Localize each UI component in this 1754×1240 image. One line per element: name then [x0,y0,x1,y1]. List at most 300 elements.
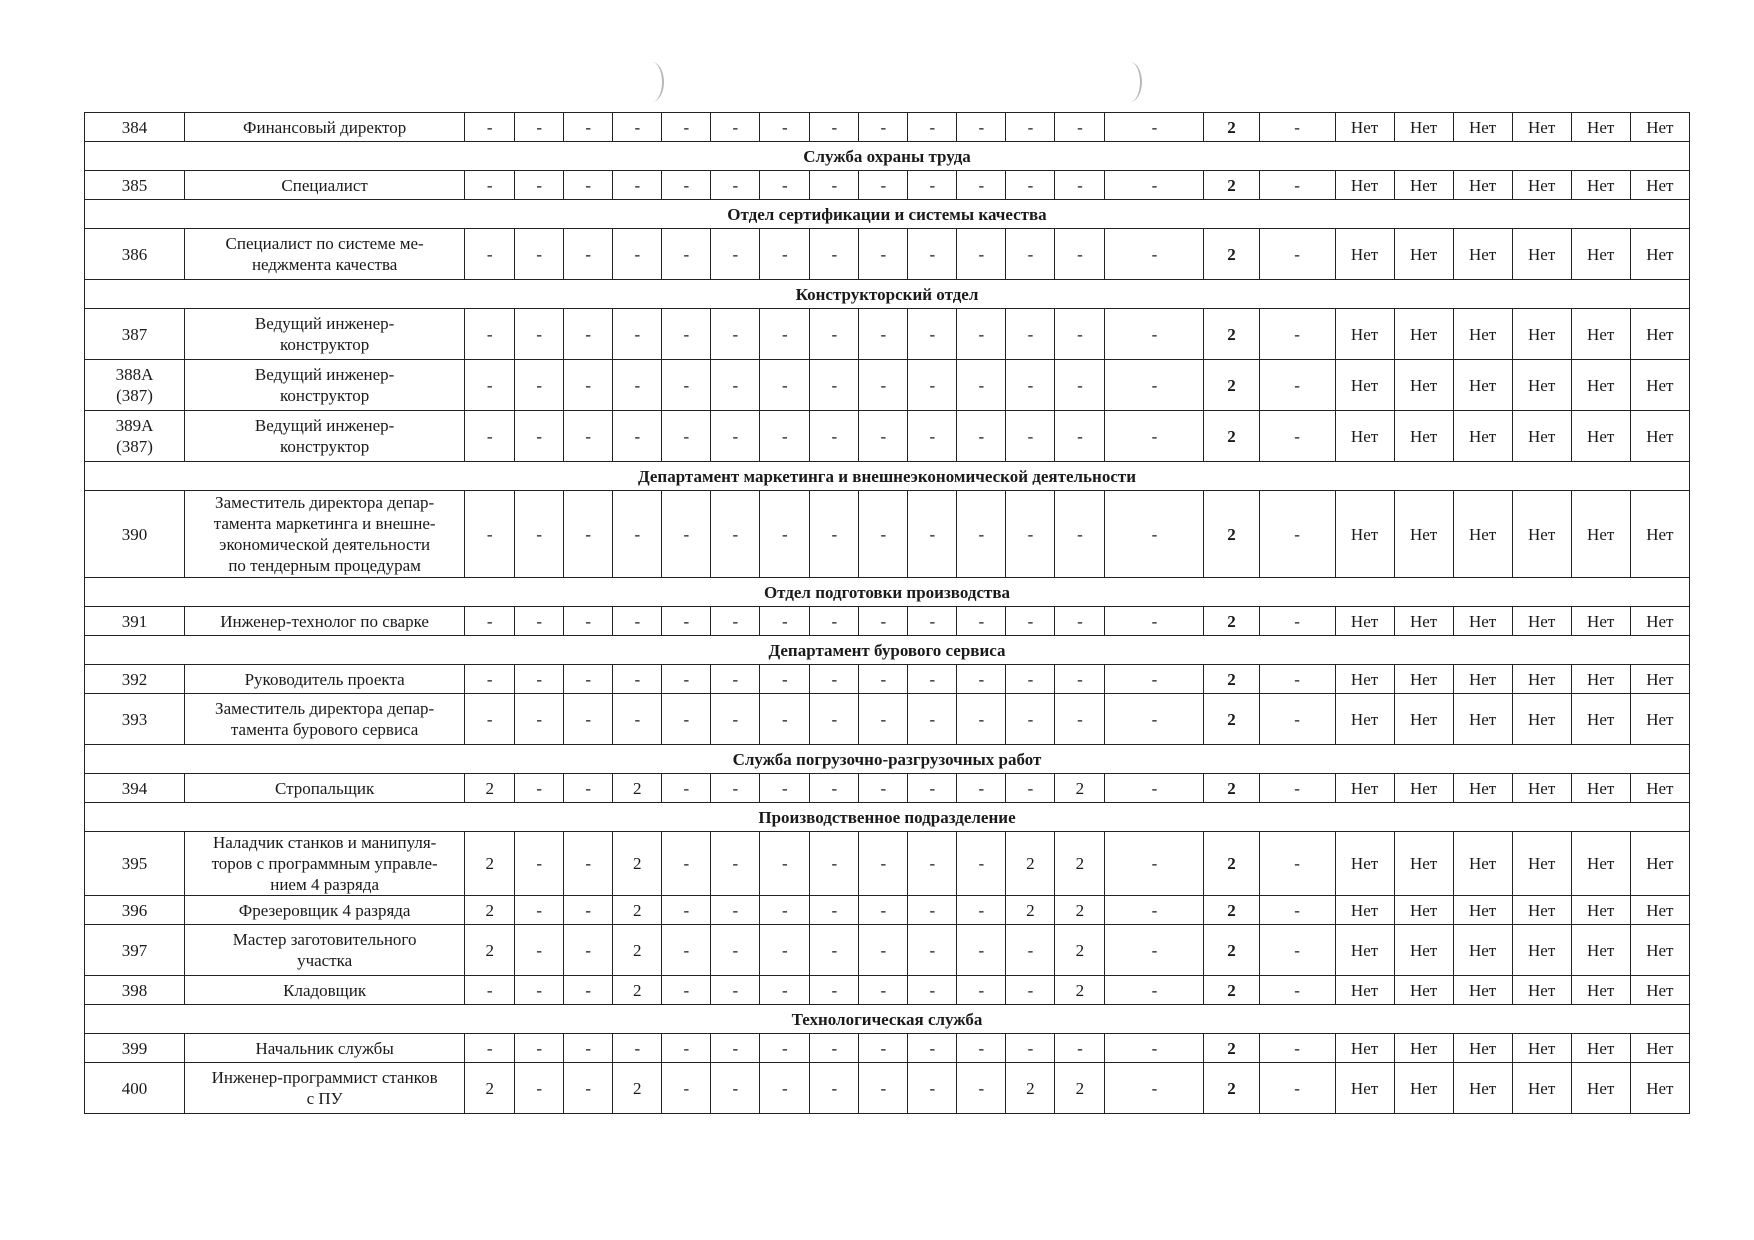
answer-cell: Нет [1571,896,1630,925]
class-cell: - [957,1063,1006,1114]
class-cell: - [1259,229,1335,280]
class-cell: - [760,229,810,280]
class-cell: - [859,113,908,142]
class-cell: - [1105,1034,1204,1063]
table-row [85,411,1690,462]
class-cell: - [564,229,613,280]
row-number: 385 [85,171,185,200]
answer-cell: Нет [1630,309,1689,360]
class-cell: - [1006,309,1055,360]
table-row [85,925,1690,976]
position-name: Заместитель директора депар- тамента маркетинга и внешне- экономической деятельности по тендерным процедурам [185,491,465,578]
class-cell: - [662,229,711,280]
class-cell: - [859,774,908,803]
class-cell: - [1006,925,1055,976]
class-cell: - [711,491,760,578]
class-cell: - [760,976,810,1005]
answer-cell: Нет [1335,832,1394,896]
class-cell: - [760,607,810,636]
position-name: Ведущий инженер- конструктор [185,411,465,462]
class-cell: - [515,665,564,694]
section-header-row [85,745,1690,774]
table-body [85,113,1690,1114]
class-cell: - [711,832,760,896]
section-title: Департамент бурового сервиса [85,636,1690,665]
class-cell: - [760,309,810,360]
class-cell: - [810,607,859,636]
answer-cell: Нет [1571,925,1630,976]
answer-cell: Нет [1630,976,1689,1005]
class-cell: 2 [465,896,515,925]
answer-cell: Нет [1630,694,1689,745]
answer-cell: Нет [1571,113,1630,142]
position-name: Мастер заготовительного участка [185,925,465,976]
class-cell: - [613,665,662,694]
class-cell: 2 [1055,774,1105,803]
table-row [85,1034,1690,1063]
table-row [85,832,1690,896]
class-cell: - [859,896,908,925]
class-cell: - [957,1034,1006,1063]
class-cell: - [564,976,613,1005]
class-cell: - [711,1063,760,1114]
answer-cell: Нет [1394,896,1453,925]
class-cell: - [1259,171,1335,200]
class-cell: - [564,896,613,925]
class-cell: - [1006,1034,1055,1063]
class-cell: - [810,113,859,142]
class-cell: 2 [1204,925,1259,976]
class-cell: - [564,925,613,976]
class-cell: - [1259,411,1335,462]
class-cell: - [1259,491,1335,578]
class-cell: - [711,694,760,745]
class-cell: - [662,694,711,745]
answer-cell: Нет [1394,925,1453,976]
position-name: Ведущий инженер- конструктор [185,309,465,360]
answer-cell: Нет [1630,1063,1689,1114]
class-cell: - [662,171,711,200]
answer-cell: Нет [1512,360,1571,411]
table-row [85,896,1690,925]
class-cell: - [662,925,711,976]
class-cell: - [908,1034,957,1063]
answer-cell: Нет [1630,832,1689,896]
class-cell: - [908,896,957,925]
answer-cell: Нет [1571,309,1630,360]
class-cell: - [957,774,1006,803]
answer-cell: Нет [1453,171,1512,200]
row-number: 394 [85,774,185,803]
class-cell: - [859,694,908,745]
class-cell: - [1259,925,1335,976]
class-cell: - [711,896,760,925]
answer-cell: Нет [1630,774,1689,803]
class-cell: - [908,171,957,200]
answer-cell: Нет [1335,774,1394,803]
class-cell: - [1006,411,1055,462]
class-cell: - [859,360,908,411]
position-name: Инженер-программист станков с ПУ [185,1063,465,1114]
class-cell: - [908,774,957,803]
answer-cell: Нет [1335,976,1394,1005]
class-cell: - [515,1034,564,1063]
class-cell: - [908,229,957,280]
class-cell: - [465,411,515,462]
position-name: Специалист [185,171,465,200]
class-cell: - [465,309,515,360]
class-cell: - [760,113,810,142]
answer-cell: Нет [1394,171,1453,200]
class-cell: - [957,694,1006,745]
class-cell: - [662,113,711,142]
class-cell: - [1259,832,1335,896]
class-cell: - [1105,171,1204,200]
class-cell: - [1259,1063,1335,1114]
class-cell: - [1055,1034,1105,1063]
class-cell: - [760,1063,810,1114]
class-cell: - [957,896,1006,925]
class-cell: - [662,360,711,411]
answer-cell: Нет [1512,411,1571,462]
class-cell: - [613,1034,662,1063]
answer-cell: Нет [1512,113,1571,142]
position-name: Стропальщик [185,774,465,803]
answer-cell: Нет [1394,1034,1453,1063]
class-cell: - [957,113,1006,142]
class-cell: - [1055,411,1105,462]
class-cell: - [1055,309,1105,360]
answer-cell: Нет [1630,171,1689,200]
class-cell: - [760,832,810,896]
class-cell: - [1105,896,1204,925]
class-cell: - [859,976,908,1005]
answer-cell: Нет [1453,309,1512,360]
class-cell: 2 [1204,665,1259,694]
answer-cell: Нет [1453,411,1512,462]
class-cell: - [760,1034,810,1063]
answer-cell: Нет [1335,665,1394,694]
class-cell: - [859,229,908,280]
answer-cell: Нет [1335,360,1394,411]
row-number: 393 [85,694,185,745]
class-cell: 2 [465,774,515,803]
class-cell: - [1006,976,1055,1005]
table-row [85,774,1690,803]
answer-cell: Нет [1453,774,1512,803]
class-cell: - [1055,694,1105,745]
class-cell: - [564,309,613,360]
class-cell: - [859,665,908,694]
table-row [85,976,1690,1005]
row-number: 399 [85,1034,185,1063]
table-row [85,694,1690,745]
table-row [85,1063,1690,1114]
class-cell: - [1105,665,1204,694]
position-name: Специалист по системе ме- неджмента качества [185,229,465,280]
class-cell: - [957,607,1006,636]
answer-cell: Нет [1512,925,1571,976]
answer-cell: Нет [1571,360,1630,411]
class-cell: - [1006,491,1055,578]
answer-cell: Нет [1453,607,1512,636]
class-cell: - [515,229,564,280]
class-cell: - [760,774,810,803]
class-cell: - [957,309,1006,360]
class-cell: - [957,171,1006,200]
class-cell: 2 [1204,411,1259,462]
workplace-assessment-table [84,112,1690,1114]
class-cell: - [613,113,662,142]
class-cell: - [908,607,957,636]
class-cell: - [711,360,760,411]
class-cell: 2 [1204,607,1259,636]
class-cell: - [810,411,859,462]
answer-cell: Нет [1630,1034,1689,1063]
class-cell: - [760,360,810,411]
answer-cell: Нет [1571,665,1630,694]
class-cell: - [613,694,662,745]
row-number: 391 [85,607,185,636]
class-cell: - [908,360,957,411]
class-cell: 2 [1204,309,1259,360]
row-number: 389А (387) [85,411,185,462]
class-cell: - [662,665,711,694]
section-title: Служба погрузочно-разгрузочных работ [85,745,1690,774]
section-header-row [85,142,1690,171]
class-cell: - [515,309,564,360]
class-cell: - [859,832,908,896]
class-cell: - [564,665,613,694]
class-cell: 2 [1204,976,1259,1005]
answer-cell: Нет [1335,309,1394,360]
class-cell: 2 [1055,976,1105,1005]
answer-cell: Нет [1394,113,1453,142]
class-cell: - [810,665,859,694]
answer-cell: Нет [1394,411,1453,462]
class-cell: - [1006,229,1055,280]
class-cell: - [810,774,859,803]
class-cell: - [1006,694,1055,745]
position-name: Инженер-технолог по сварке [185,607,465,636]
class-cell: - [1006,607,1055,636]
answer-cell: Нет [1453,1034,1512,1063]
class-cell: - [711,309,760,360]
class-cell: - [1105,976,1204,1005]
class-cell: - [810,896,859,925]
answer-cell: Нет [1394,309,1453,360]
class-cell: - [1006,171,1055,200]
section-title: Отдел сертификации и системы качества [85,200,1690,229]
answer-cell: Нет [1453,832,1512,896]
class-cell: - [810,491,859,578]
row-number: 396 [85,896,185,925]
class-cell: - [957,411,1006,462]
table-row [85,665,1690,694]
class-cell: - [1259,665,1335,694]
section-title: Производственное подразделение [85,803,1690,832]
answer-cell: Нет [1453,360,1512,411]
answer-cell: Нет [1630,113,1689,142]
class-cell: - [859,1063,908,1114]
class-cell: - [859,925,908,976]
answer-cell: Нет [1335,171,1394,200]
class-cell: - [1259,360,1335,411]
class-cell: - [957,925,1006,976]
class-cell: - [564,694,613,745]
answer-cell: Нет [1335,694,1394,745]
class-cell: - [564,1034,613,1063]
answer-cell: Нет [1512,774,1571,803]
class-cell: 2 [1204,1063,1259,1114]
class-cell: - [760,411,810,462]
class-cell: - [859,411,908,462]
class-cell: - [515,411,564,462]
answer-cell: Нет [1335,411,1394,462]
class-cell: 2 [613,925,662,976]
class-cell: - [1259,309,1335,360]
class-cell: 2 [1055,925,1105,976]
class-cell: - [1259,774,1335,803]
answer-cell: Нет [1394,976,1453,1005]
answer-cell: Нет [1453,491,1512,578]
class-cell: - [810,832,859,896]
class-cell: - [515,1063,564,1114]
class-cell: - [957,832,1006,896]
answer-cell: Нет [1571,976,1630,1005]
answer-cell: Нет [1571,832,1630,896]
position-name: Начальник службы [185,1034,465,1063]
class-cell: 2 [1204,694,1259,745]
class-cell: - [760,925,810,976]
class-cell: - [564,832,613,896]
answer-cell: Нет [1512,665,1571,694]
answer-cell: Нет [1630,411,1689,462]
answer-cell: Нет [1512,229,1571,280]
class-cell: - [711,976,760,1005]
row-number: 397 [85,925,185,976]
class-cell: - [465,1034,515,1063]
class-cell: - [465,694,515,745]
position-name: Руководитель проекта [185,665,465,694]
section-header-row [85,636,1690,665]
class-cell: - [859,309,908,360]
answer-cell: Нет [1394,665,1453,694]
class-cell: - [515,607,564,636]
answer-cell: Нет [1335,925,1394,976]
class-cell: - [465,976,515,1005]
class-cell: 2 [613,976,662,1005]
answer-cell: Нет [1453,694,1512,745]
class-cell: - [465,665,515,694]
answer-cell: Нет [1512,694,1571,745]
class-cell: - [1105,229,1204,280]
answer-cell: Нет [1394,607,1453,636]
class-cell: - [810,1034,859,1063]
position-name: Финансовый директор [185,113,465,142]
row-number: 398 [85,976,185,1005]
class-cell: - [564,774,613,803]
class-cell: 2 [465,1063,515,1114]
answer-cell: Нет [1394,832,1453,896]
class-cell: - [711,925,760,976]
class-cell: - [1105,411,1204,462]
answer-cell: Нет [1394,491,1453,578]
class-cell: - [1105,925,1204,976]
class-cell: 2 [1204,360,1259,411]
class-cell: - [760,171,810,200]
class-cell: - [1055,491,1105,578]
class-cell: - [662,1063,711,1114]
class-cell: - [1259,607,1335,636]
section-title: Конструкторский отдел [85,280,1690,309]
class-cell: 2 [1055,896,1105,925]
class-cell: - [1105,607,1204,636]
row-number: 392 [85,665,185,694]
section-title: Служба охраны труда [85,142,1690,171]
class-cell: 2 [1006,896,1055,925]
answer-cell: Нет [1335,229,1394,280]
class-cell: - [564,171,613,200]
section-header-row [85,280,1690,309]
class-cell: - [564,491,613,578]
class-cell: - [1055,665,1105,694]
class-cell: 2 [1204,491,1259,578]
answer-cell: Нет [1394,1063,1453,1114]
position-name: Заместитель директора депар- тамента бурового сервиса [185,694,465,745]
class-cell: - [1259,694,1335,745]
class-cell: - [1259,113,1335,142]
class-cell: - [760,491,810,578]
row-number: 387 [85,309,185,360]
class-cell: - [711,607,760,636]
answer-cell: Нет [1630,925,1689,976]
answer-cell: Нет [1512,1063,1571,1114]
class-cell: - [957,360,1006,411]
section-header-row [85,200,1690,229]
class-cell: 2 [613,774,662,803]
class-cell: - [1259,976,1335,1005]
class-cell: 2 [465,925,515,976]
class-cell: - [957,665,1006,694]
section-header-row [85,803,1690,832]
class-cell: - [1105,309,1204,360]
class-cell: - [908,1063,957,1114]
class-cell: 2 [1055,832,1105,896]
row-number: 390 [85,491,185,578]
table-row [85,229,1690,280]
section-title: Департамент маркетинга и внешнеэкономической деятельности [85,462,1690,491]
class-cell: 2 [613,1063,662,1114]
class-cell: 2 [1204,171,1259,200]
answer-cell: Нет [1335,1063,1394,1114]
class-cell: - [662,832,711,896]
row-number: 388А (387) [85,360,185,411]
class-cell: - [1055,607,1105,636]
row-number: 395 [85,832,185,896]
class-cell: - [908,309,957,360]
answer-cell: Нет [1571,1034,1630,1063]
class-cell: - [465,607,515,636]
class-cell: - [465,360,515,411]
row-number: 400 [85,1063,185,1114]
answer-cell: Нет [1571,1063,1630,1114]
answer-cell: Нет [1512,309,1571,360]
position-name: Наладчик станков и манипуля- торов с программным управле- нием 4 разряда [185,832,465,896]
class-cell: - [810,229,859,280]
position-name: Кладовщик [185,976,465,1005]
class-cell: - [859,1034,908,1063]
